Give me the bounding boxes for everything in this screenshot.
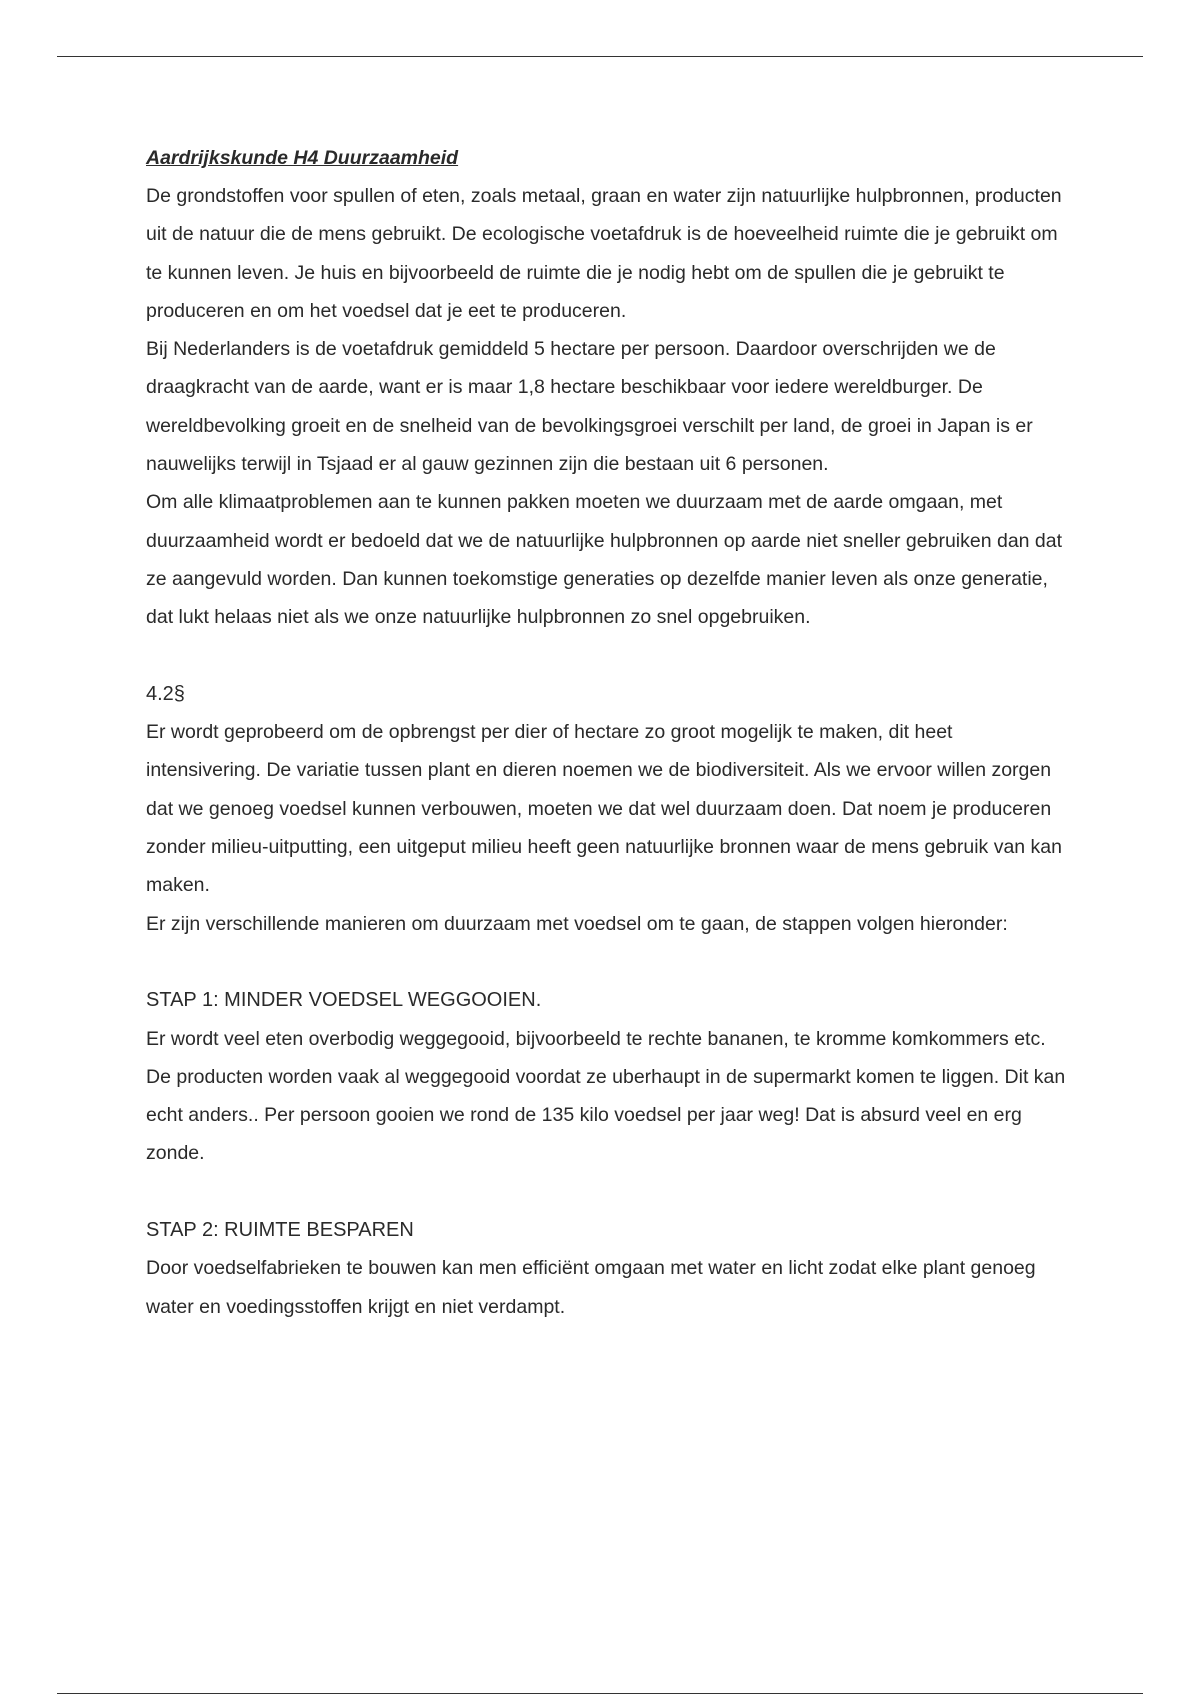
section-heading: 4.2§	[146, 682, 185, 705]
step1-heading: STAP 1: MINDER VOEDSEL WEGGOOIEN.	[146, 989, 542, 1012]
intro-paragraph-2: Bij Nederlanders is de voetafdruk gemiddeld 5 hectare per persoon. Daardoor overschrijden we de draagkracht van de aarde, want er is maar 1,8 hectare beschikbaar voor iedere wereldburger. De wereldbevolking groeit en de snelheid van de bevolkingsgroei verschilt per land, de groei in Japan is er nauwelijks terwijl in Tsjaad er al gauw gezinnen zijn die bestaan uit 6 personen.	[146, 338, 1033, 476]
intro-paragraph-3: Om alle klimaatproblemen aan te kunnen pakken moeten we duurzaam met de aarde omgaan, met duurzaamheid wordt er bedoeld dat we de natuurlijke hulpbronnen op aarde niet sneller gebruiken dan dat ze aangevuld worden. Dan kunnen toekomstige generaties op dezelfde manier leven als onze generatie, dat lukt helaas niet als we onze natuurlijke hulpbronnen zo snel opgebruiken.	[146, 491, 1063, 629]
step2-heading: STAP 2: RUIMTE BESPAREN	[146, 1219, 414, 1242]
spacer	[146, 1173, 1066, 1211]
spacer	[146, 943, 1066, 981]
section-paragraph-2: Er zijn verschillende manieren om duurzaam met voedsel om te gaan, de stappen volgen hieronder:	[146, 912, 1008, 935]
intro-paragraph-1: De grondstoffen voor spullen of eten, zoals metaal, graan en water zijn natuurlijke hulpbronnen, producten uit de natuur die de mens gebruikt. De ecologische voetafdruk is de hoeveelheid ruimte die je gebruikt om te kunnen leven. Je huis en bijvoorbeeld de ruimte die je nodig hebt om de spullen die je gebruikt te produceren en om het voedsel dat je eet te produceren.	[146, 185, 1062, 322]
step2-paragraph: Door voedselfabrieken te bouwen kan men efficiënt omgaan met water en licht zodat elke plant genoeg water en voedingsstoffen krijgt en niet verdampt.	[146, 1257, 1036, 1318]
section-paragraph-1: Er wordt geprobeerd om de opbrengst per dier of hectare zo groot mogelijk te maken, dit heet intensivering. De variatie tussen plant en dieren noemen we de biodiversiteit. Als we ervoor willen zorgen dat we genoeg voedsel kunnen verbouwen, moeten we dat wel duurzaam doen. Dat noem je produceren zonder milieu-uitputting, een uitgeput milieu heeft geen natuurlijke bronnen waar de mens gebruik van kan maken.	[146, 721, 1062, 897]
step1-paragraph: Er wordt veel eten overbodig weggegooid, bijvoorbeeld te rechte bananen, te kromme komkommers etc. De producten worden vaak al weggegooid voordat ze uberhaupt in de supermarkt komen te liggen. Dit kan echt anders.. Per persoon gooien we rond de 135 kilo voedsel per jaar weg! Dat is absurd veel en erg zonde.	[146, 1027, 1066, 1165]
top-rule	[57, 56, 1143, 57]
spacer	[146, 637, 1066, 675]
document-body	[146, 143, 1066, 1326]
document-title: Aardrijkskunde H4 Duurzaamheid	[146, 147, 459, 169]
bottom-rule	[57, 1693, 1143, 1694]
